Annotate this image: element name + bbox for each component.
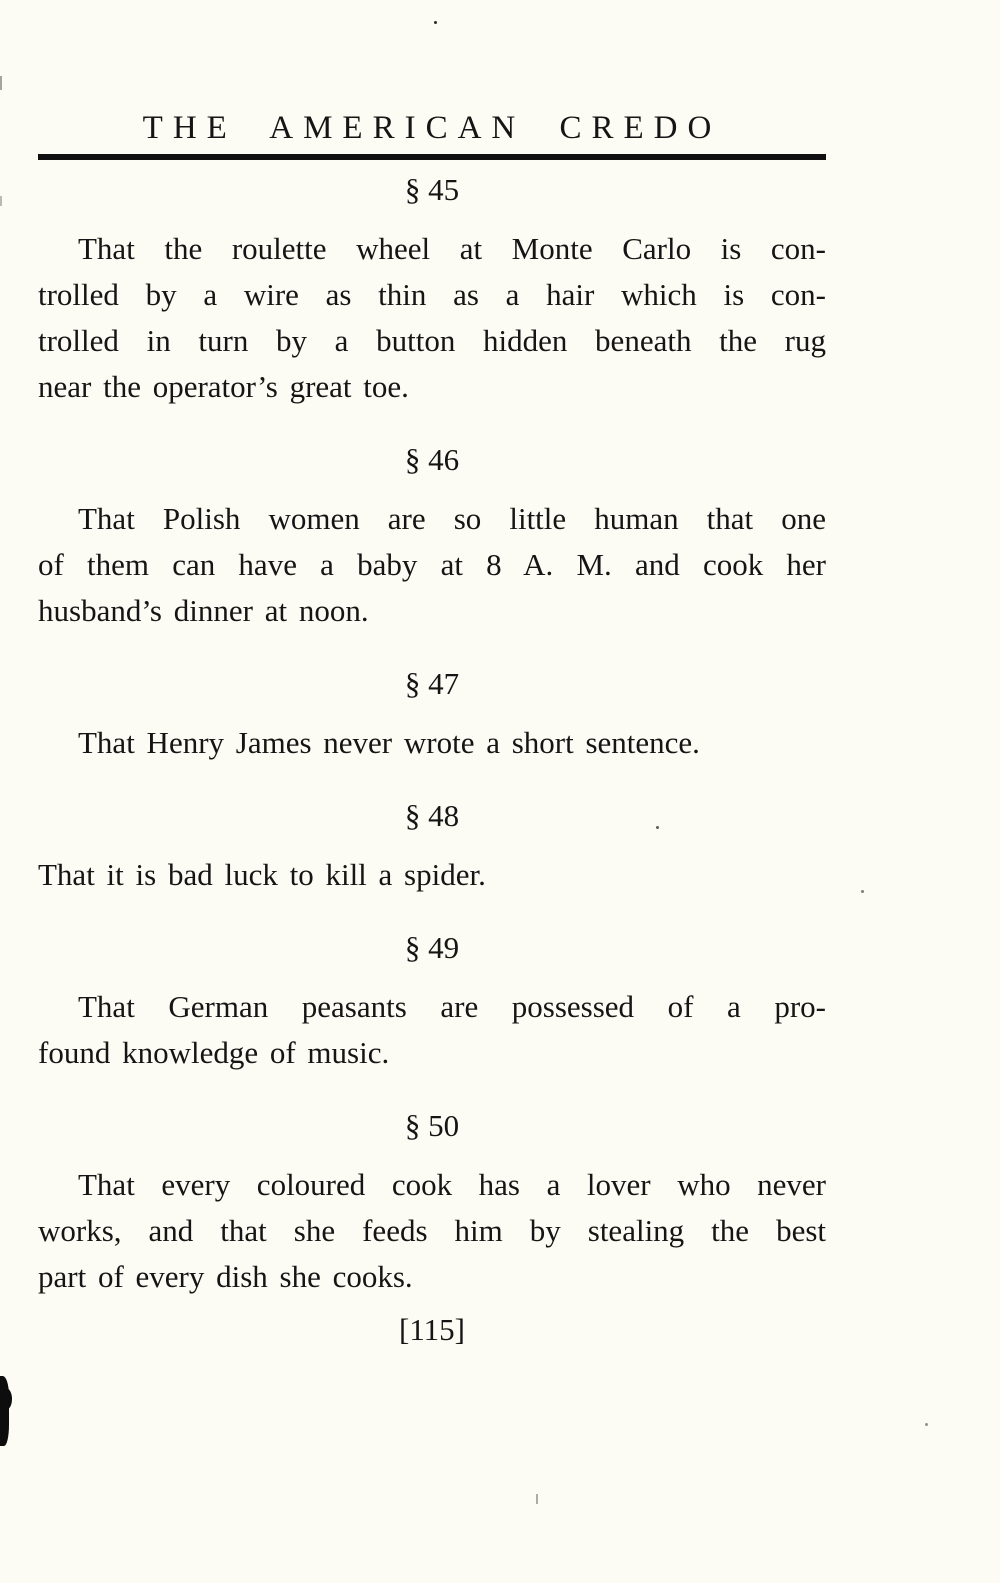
paper-speck [434, 21, 437, 24]
text-line: That German peasants are possessed of a pro- [78, 989, 826, 1024]
credo-section [38, 442, 826, 634]
section-paragraph [38, 984, 826, 1076]
section-paragraph [38, 1162, 826, 1300]
text-line: near the operator’s great toe. [38, 369, 409, 404]
header-rule [38, 154, 826, 160]
paper-speck [925, 1423, 928, 1426]
section-paragraph [38, 496, 826, 634]
scan-artifact [0, 76, 2, 90]
section-paragraph [38, 720, 826, 766]
credo-section [38, 172, 826, 410]
section-mark: § 47 [404, 666, 460, 701]
page-title: THE AMERICAN CREDO [142, 110, 722, 146]
page-header [38, 110, 826, 160]
text-line: trolled by a wire as thin as a hair which is con- [38, 277, 826, 312]
page-number: [115] [399, 1312, 465, 1347]
scan-artifact [0, 196, 2, 206]
section-mark: § 46 [404, 442, 460, 477]
ink-smudge [0, 1376, 9, 1446]
book-page [38, 0, 826, 1348]
credo-section [38, 930, 826, 1076]
text-line: That every coloured cook has a lover who never [78, 1167, 826, 1202]
section-paragraph [38, 852, 826, 898]
credo-section [38, 798, 826, 898]
text-line: That Henry James never wrote a short sentence. [78, 725, 700, 760]
section-mark: § 48 [404, 798, 460, 833]
text-line: part of every dish she cooks. [38, 1259, 413, 1294]
page-body [38, 172, 826, 1300]
section-paragraph [38, 226, 826, 410]
text-line: That Polish women are so little human that one [78, 501, 826, 536]
text-line: husband’s dinner at noon. [38, 593, 369, 628]
text-line: found knowledge of music. [38, 1035, 390, 1070]
credo-section [38, 666, 826, 766]
section-mark: § 45 [404, 172, 460, 207]
scan-artifact [536, 1494, 538, 1504]
text-line: works, and that she feeds him by stealing the best [38, 1213, 826, 1248]
text-line: That it is bad luck to kill a spider. [38, 857, 486, 892]
section-mark: § 49 [404, 930, 460, 965]
paper-speck [656, 826, 659, 829]
text-line: That the roulette wheel at Monte Carlo is con- [78, 231, 826, 266]
text-line: of them can have a baby at 8 A. M. and cook her [38, 547, 826, 582]
section-mark: § 50 [404, 1108, 460, 1143]
credo-section [38, 1108, 826, 1300]
paper-speck [861, 890, 864, 893]
text-line: trolled in turn by a button hidden beneath the rug [38, 323, 826, 358]
